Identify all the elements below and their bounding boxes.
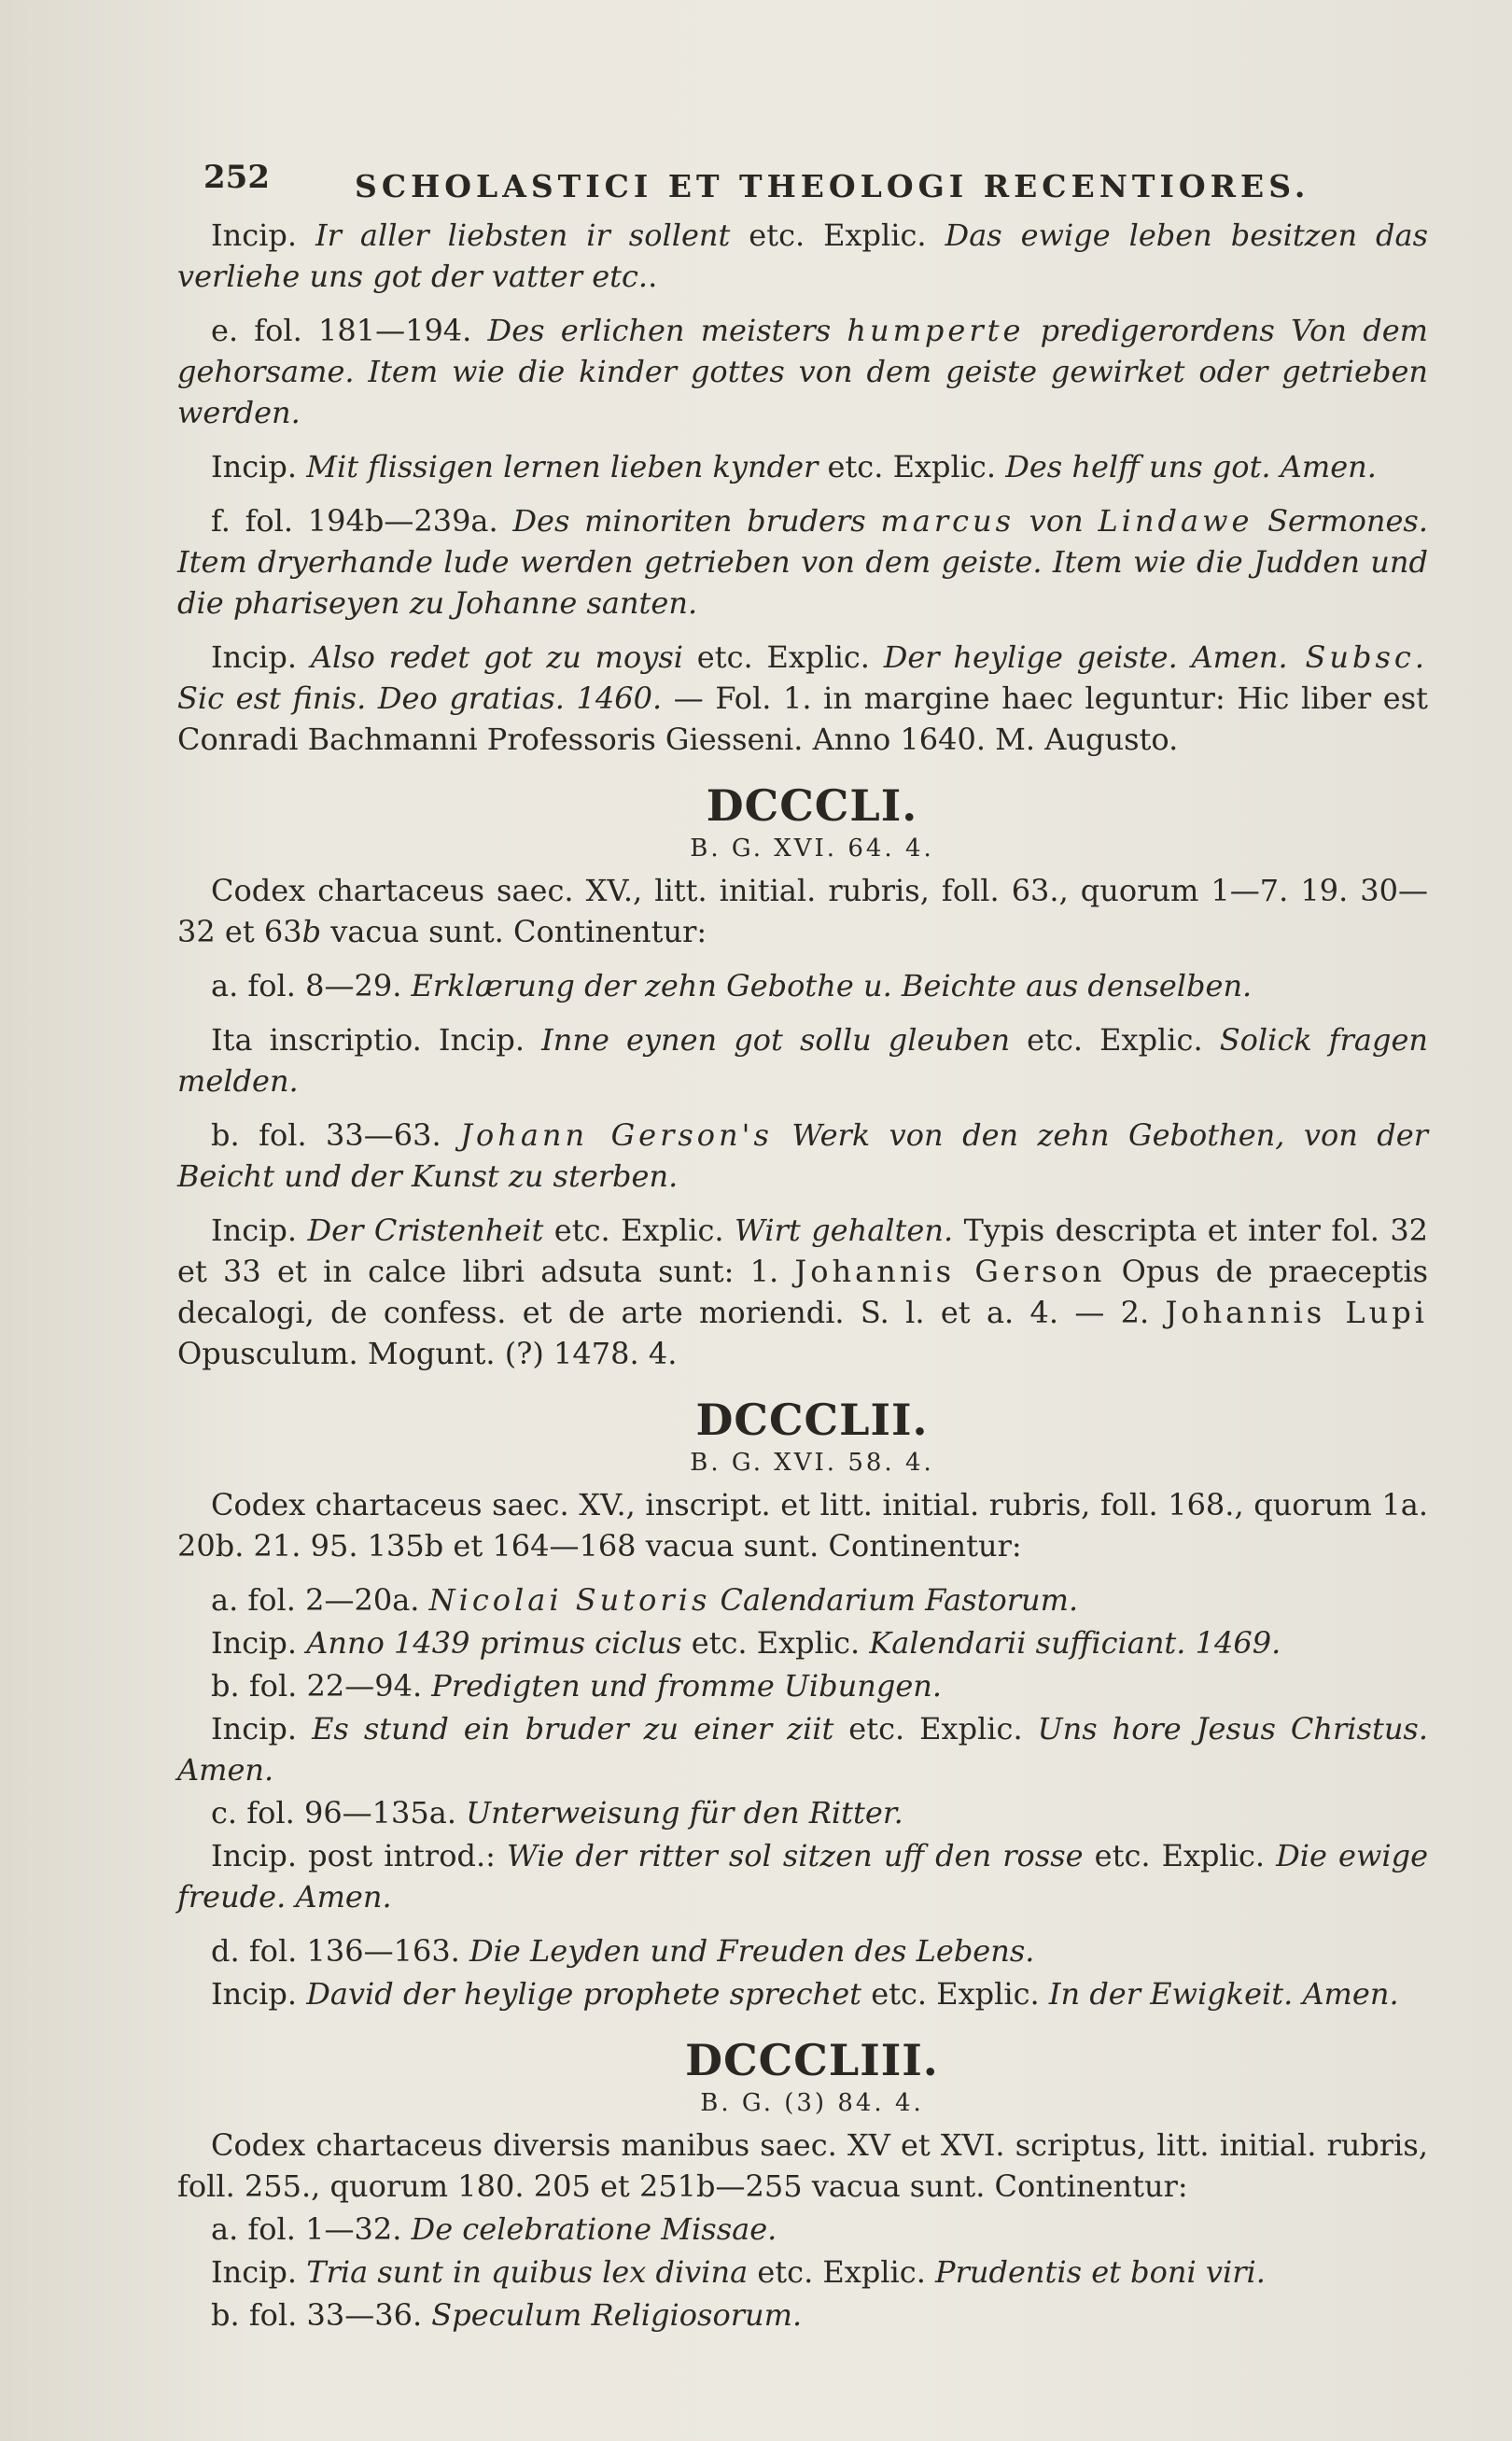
shelfmark: B. G. XVI. 64. 4. [690,835,934,863]
entry-number: DCCCLI. [706,780,918,831]
codex-description: Codex chartaceus saec. XV., litt. initial. rubris, foll. 63., quorum 1—7. 19. 30—32 et 63b vacua sunt. Continentur: [177,873,1428,949]
item-b-paragraph: b. fol. 33—63. Johann Gerson's Werk von den zehn Gebothen, von der Beicht und der Kunst zu sterben. [177,1117,1429,1194]
entry-852 [177,1395,1447,2014]
item-e-paragraph: e. fol. 181—194. Des erlichen meisters humperte predigerordens Von dem gehorsame. Item wie die kinder gottes von dem geiste gewirket oder getrieben werden. [177,313,1429,430]
incipit-paragraph: Ita inscriptio. Incip. Inne eynen got sollu gleuben etc. Explic. Solick fragen melden. [177,1022,1429,1099]
incipit-paragraph: Incip. Ir aller liebsten ir sollent etc. Explic. Das ewige leben besitzen das verliehe uns got der vatter etc.. [177,217,1429,294]
item-d-paragraph: d. fol. 136—163. Die Leyden und Freuden des Lebens. [211,1933,1035,1969]
entry-number: DCCCLII. [695,1395,929,1445]
entry-851 [177,780,1447,1374]
item-c-paragraph: c. fol. 96—135a. Unterweisung für den Ritter. [211,1795,903,1831]
codex-description: Codex chartaceus saec. XV., inscript. et litt. initial. rubris, foll. 168., quorum 1a. 20b. 21. 95. 135b et 164—168 vacua sunt. Continentur: [177,1487,1428,1564]
shelfmark: B. G. (3) 84. 4. [700,2089,924,2117]
entry-850-tail [177,215,1447,760]
incipit-paragraph: Incip. Mit flissigen lernen lieben kynder etc. Explic. Des helff uns got. Amen. [211,449,1377,484]
running-head [177,149,1447,215]
item-a-paragraph: a. fol. 2—20a. Nicolai Sutoris Calendarium Fastorum. [211,1582,1079,1618]
item-b-paragraph: b. fol. 22—94. Predigten und fromme Uibungen. [211,1668,943,1704]
incipit-paragraph: Incip. post introd.: Wie der ritter sol sitzen uff den rosse etc. Explic. Die ewige freude. Amen. [177,1838,1429,1915]
shelfmark: B. G. XVI. 58. 4. [690,1449,934,1477]
incipit-paragraph: Incip. Es stund ein bruder zu einer ziit etc. Explic. Uns hore Jesus Christus. Amen. [177,1711,1429,1788]
page-number: 252 [203,159,270,196]
incipit-paragraph: Incip. Tria sunt in quibus lex divina etc. Explic. Prudentis et boni viri. [211,2254,1266,2290]
incipit-paragraph: Incip. Anno 1439 primus ciclus etc. Explic. Kalendarii sufficiant. 1469. [211,1625,1281,1661]
incipit-paragraph: Incip. Der Cristenheit etc. Explic. Wirt gehalten. Typis descripta et inter fol. 32 et 33 et in calce libri adsuta sunt: 1. Johannis Gerson Opus de praeceptis decalogi, de confess. et de arte moriendi. S. l. et a. 4. — 2. Johannis Lupi Opusculum. Mogunt. (?) 1478. 4. [177,1213,1429,1371]
item-a-paragraph: a. fol. 1—32. De celebratione Missae. [211,2211,777,2247]
item-b-paragraph: b. fol. 33—36. Speculum Religiosorum. [211,2297,803,2333]
entry-853 [177,2035,1447,2336]
codex-description: Codex chartaceus diversis manibus saec. XV et XVI. scriptus, litt. initial. rubris, foll. 255., quorum 180. 205 et 251b—255 vacua sunt. Continentur: [177,2127,1428,2204]
item-f-paragraph: f. fol. 194b—239a. Des minoriten bruders marcus von Lindawe Sermones. Item dryerhande lude werden getrieben von dem geiste. Item wie die Judden und die phariseyen zu Johanne santen. [177,503,1429,621]
entry-number: DCCCLIII. [685,2035,939,2085]
incipit-paragraph: Incip. David der heylige prophete sprechet etc. Explic. In der Ewigkeit. Amen. [211,1976,1399,2012]
item-a-paragraph: a. fol. 8—29. Erklærung der zehn Gebothe u. Beichte aus denselben. [211,968,1253,1003]
incipit-paragraph: Incip. Also redet got zu moysi etc. Explic. Der heylige geiste. Amen. Subsc. Sic est finis. Deo gratias. 1460. — Fol. 1. in margine haec leguntur: Hic liber est Conradi Bachmanni Professoris Giesseni. Anno 1640. M. Augusto. [177,639,1429,757]
running-title: SCHOLASTICI ET THEOLOGI RECENTIORES. [355,168,1310,204]
